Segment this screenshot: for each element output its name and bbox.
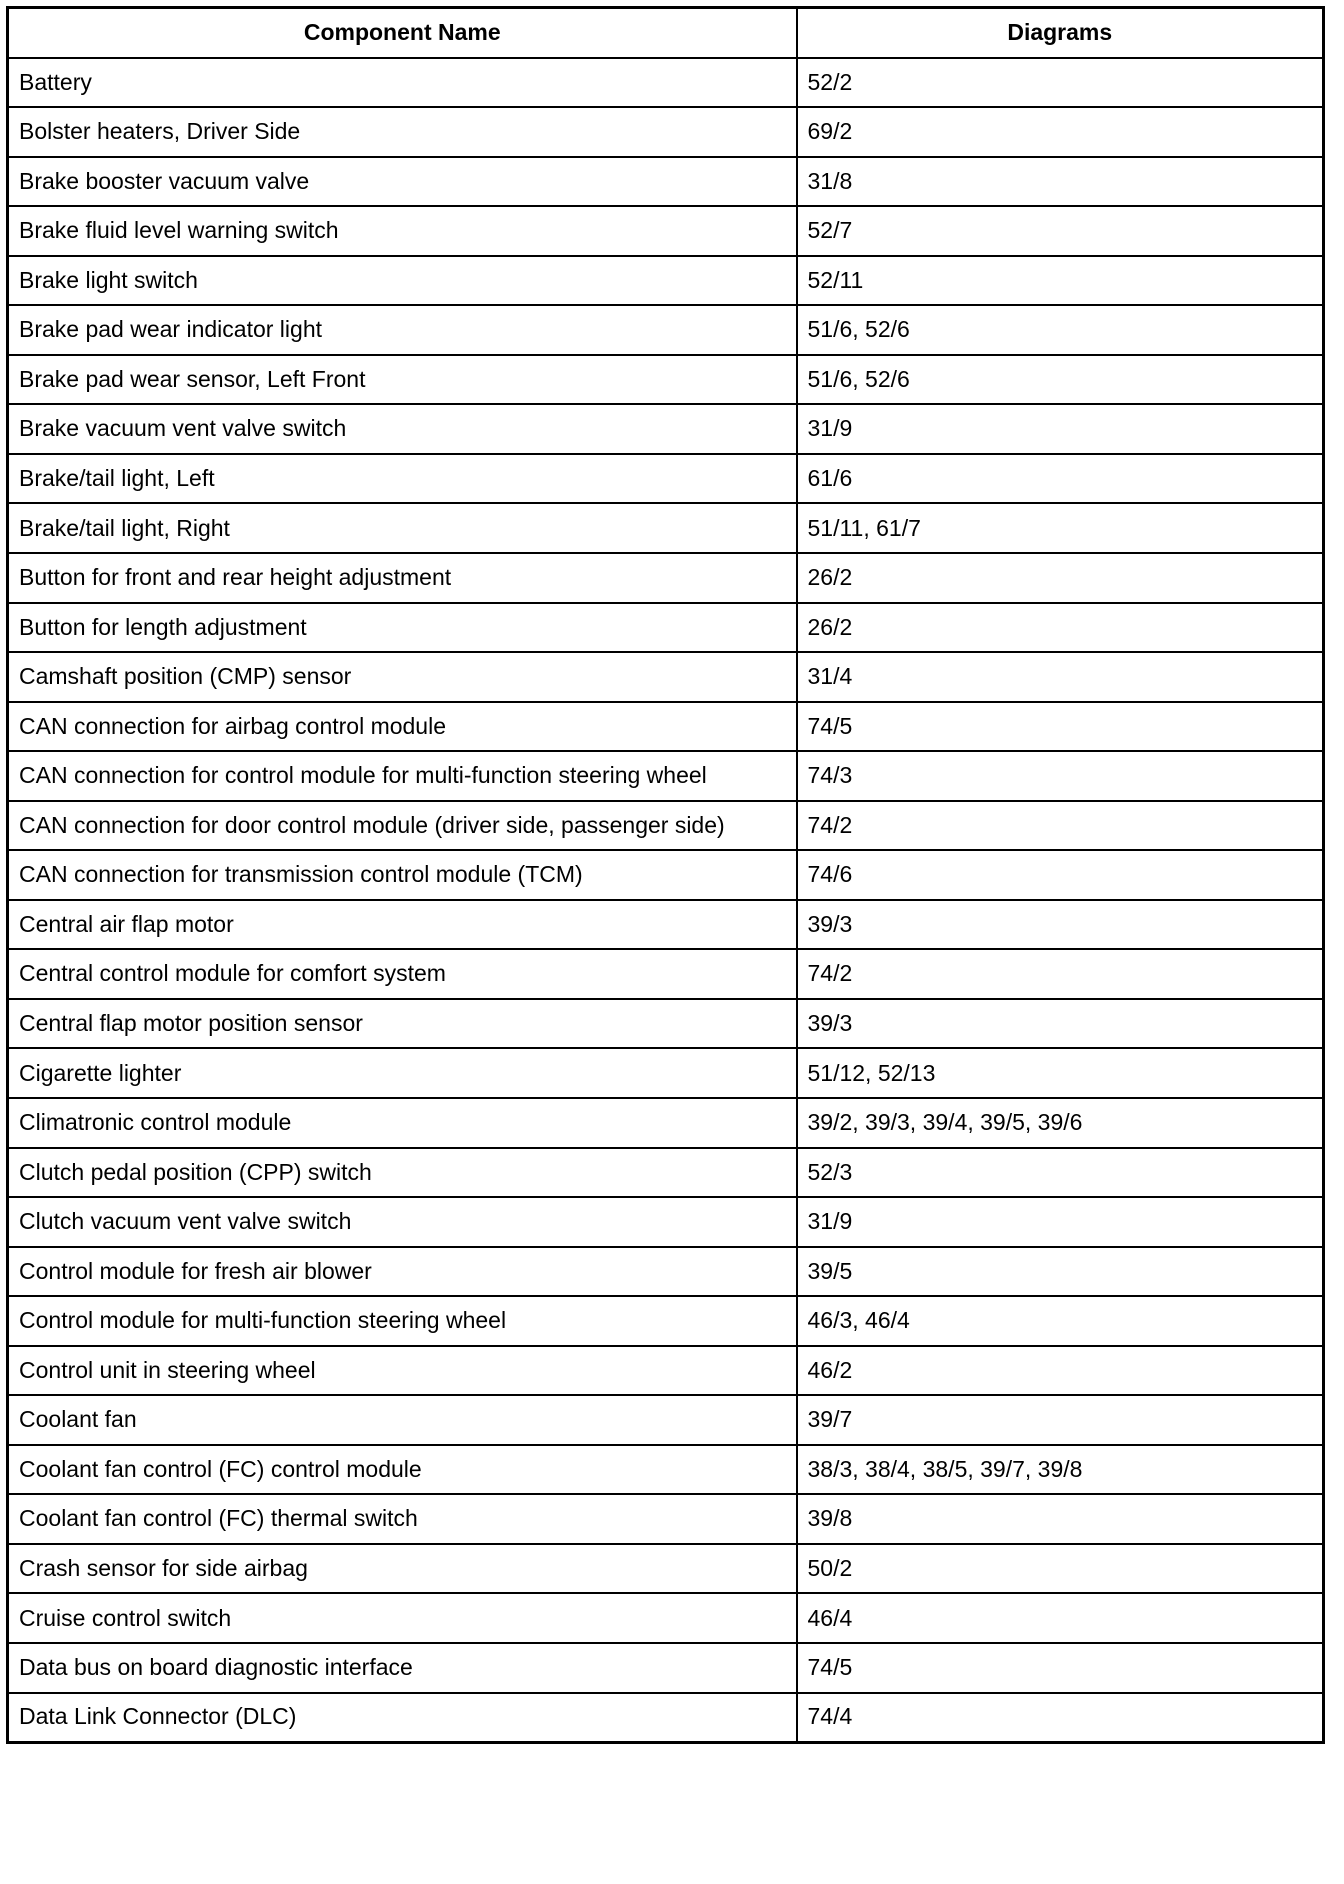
cell-diagrams: 26/2 xyxy=(797,603,1324,653)
table-header-row xyxy=(8,8,1324,58)
table-row xyxy=(8,1296,1324,1346)
table-row xyxy=(8,652,1324,702)
cell-component-name: Brake/tail light, Right xyxy=(8,503,797,553)
table-row xyxy=(8,1098,1324,1148)
cell-diagrams: 74/5 xyxy=(797,1643,1324,1693)
cell-diagrams: 38/3, 38/4, 38/5, 39/7, 39/8 xyxy=(797,1445,1324,1495)
cell-diagrams: 74/3 xyxy=(797,751,1324,801)
table-row xyxy=(8,603,1324,653)
table-row xyxy=(8,1593,1324,1643)
cell-component-name: Bolster heaters, Driver Side xyxy=(8,107,797,157)
table-row xyxy=(8,404,1324,454)
cell-component-name: CAN connection for control module for multi-function steering wheel xyxy=(8,751,797,801)
cell-component-name: Brake fluid level warning switch xyxy=(8,206,797,256)
cell-component-name: Data bus on board diagnostic interface xyxy=(8,1643,797,1693)
cell-diagrams: 26/2 xyxy=(797,553,1324,603)
table-body xyxy=(8,58,1324,1743)
cell-component-name: Control unit in steering wheel xyxy=(8,1346,797,1396)
table-row xyxy=(8,256,1324,306)
cell-component-name: Brake pad wear sensor, Left Front xyxy=(8,355,797,405)
table-row xyxy=(8,503,1324,553)
table-row xyxy=(8,355,1324,405)
cell-diagrams: 61/6 xyxy=(797,454,1324,504)
cell-diagrams: 51/12, 52/13 xyxy=(797,1048,1324,1098)
table-row xyxy=(8,58,1324,108)
column-header-component-name: Component Name xyxy=(8,8,797,58)
cell-component-name: Central flap motor position sensor xyxy=(8,999,797,1049)
table-row xyxy=(8,801,1324,851)
cell-diagrams: 74/5 xyxy=(797,702,1324,752)
cell-component-name: Clutch vacuum vent valve switch xyxy=(8,1197,797,1247)
cell-component-name: Control module for fresh air blower xyxy=(8,1247,797,1297)
table-row xyxy=(8,1346,1324,1396)
cell-diagrams: 46/4 xyxy=(797,1593,1324,1643)
cell-component-name: Control module for multi-function steering wheel xyxy=(8,1296,797,1346)
cell-component-name: CAN connection for door control module (driver side, passenger side) xyxy=(8,801,797,851)
cell-component-name: Data Link Connector (DLC) xyxy=(8,1693,797,1743)
cell-component-name: Clutch pedal position (CPP) switch xyxy=(8,1148,797,1198)
cell-diagrams: 74/4 xyxy=(797,1693,1324,1743)
cell-diagrams: 52/3 xyxy=(797,1148,1324,1198)
cell-diagrams: 51/6, 52/6 xyxy=(797,305,1324,355)
table-row xyxy=(8,157,1324,207)
table-row xyxy=(8,949,1324,999)
cell-diagrams: 31/8 xyxy=(797,157,1324,207)
cell-component-name: Cruise control switch xyxy=(8,1593,797,1643)
table-row xyxy=(8,454,1324,504)
cell-component-name: Brake/tail light, Left xyxy=(8,454,797,504)
cell-diagrams: 39/5 xyxy=(797,1247,1324,1297)
table-row xyxy=(8,850,1324,900)
table-row xyxy=(8,1048,1324,1098)
cell-component-name: Cigarette lighter xyxy=(8,1048,797,1098)
cell-component-name: Climatronic control module xyxy=(8,1098,797,1148)
cell-diagrams: 69/2 xyxy=(797,107,1324,157)
column-header-diagrams: Diagrams xyxy=(797,8,1324,58)
table-row xyxy=(8,999,1324,1049)
table-row xyxy=(8,702,1324,752)
cell-diagrams: 52/11 xyxy=(797,256,1324,306)
table-row xyxy=(8,206,1324,256)
cell-component-name: Camshaft position (CMP) sensor xyxy=(8,652,797,702)
cell-component-name: Coolant fan xyxy=(8,1395,797,1445)
table-row xyxy=(8,107,1324,157)
cell-diagrams: 46/3, 46/4 xyxy=(797,1296,1324,1346)
table-row xyxy=(8,1395,1324,1445)
cell-component-name: Central control module for comfort system xyxy=(8,949,797,999)
cell-diagrams: 39/2, 39/3, 39/4, 39/5, 39/6 xyxy=(797,1098,1324,1148)
cell-diagrams: 74/6 xyxy=(797,850,1324,900)
cell-diagrams: 39/3 xyxy=(797,900,1324,950)
table-row xyxy=(8,1544,1324,1594)
cell-component-name: CAN connection for airbag control module xyxy=(8,702,797,752)
cell-component-name: Brake vacuum vent valve switch xyxy=(8,404,797,454)
cell-diagrams: 31/9 xyxy=(797,1197,1324,1247)
cell-component-name: Brake pad wear indicator light xyxy=(8,305,797,355)
cell-diagrams: 51/6, 52/6 xyxy=(797,355,1324,405)
cell-diagrams: 39/3 xyxy=(797,999,1324,1049)
cell-component-name: Coolant fan control (FC) control module xyxy=(8,1445,797,1495)
cell-diagrams: 52/2 xyxy=(797,58,1324,108)
cell-component-name: Button for front and rear height adjustment xyxy=(8,553,797,603)
cell-component-name: CAN connection for transmission control module (TCM) xyxy=(8,850,797,900)
cell-diagrams: 74/2 xyxy=(797,801,1324,851)
cell-component-name: Coolant fan control (FC) thermal switch xyxy=(8,1494,797,1544)
cell-component-name: Battery xyxy=(8,58,797,108)
cell-component-name: Brake light switch xyxy=(8,256,797,306)
table-row xyxy=(8,1445,1324,1495)
component-table-container xyxy=(6,6,1322,1744)
cell-diagrams: 74/2 xyxy=(797,949,1324,999)
cell-component-name: Central air flap motor xyxy=(8,900,797,950)
cell-diagrams: 52/7 xyxy=(797,206,1324,256)
table-row xyxy=(8,1693,1324,1743)
table-row xyxy=(8,1494,1324,1544)
component-diagram-table xyxy=(6,6,1325,1744)
table-row xyxy=(8,553,1324,603)
table-row xyxy=(8,1197,1324,1247)
cell-diagrams: 51/11, 61/7 xyxy=(797,503,1324,553)
table-row xyxy=(8,305,1324,355)
cell-diagrams: 31/4 xyxy=(797,652,1324,702)
cell-diagrams: 46/2 xyxy=(797,1346,1324,1396)
cell-component-name: Brake booster vacuum valve xyxy=(8,157,797,207)
cell-component-name: Crash sensor for side airbag xyxy=(8,1544,797,1594)
cell-diagrams: 39/8 xyxy=(797,1494,1324,1544)
cell-diagrams: 39/7 xyxy=(797,1395,1324,1445)
cell-diagrams: 50/2 xyxy=(797,1544,1324,1594)
table-row xyxy=(8,1148,1324,1198)
cell-component-name: Button for length adjustment xyxy=(8,603,797,653)
table-row xyxy=(8,900,1324,950)
table-row xyxy=(8,751,1324,801)
table-row xyxy=(8,1643,1324,1693)
cell-diagrams: 31/9 xyxy=(797,404,1324,454)
table-row xyxy=(8,1247,1324,1297)
